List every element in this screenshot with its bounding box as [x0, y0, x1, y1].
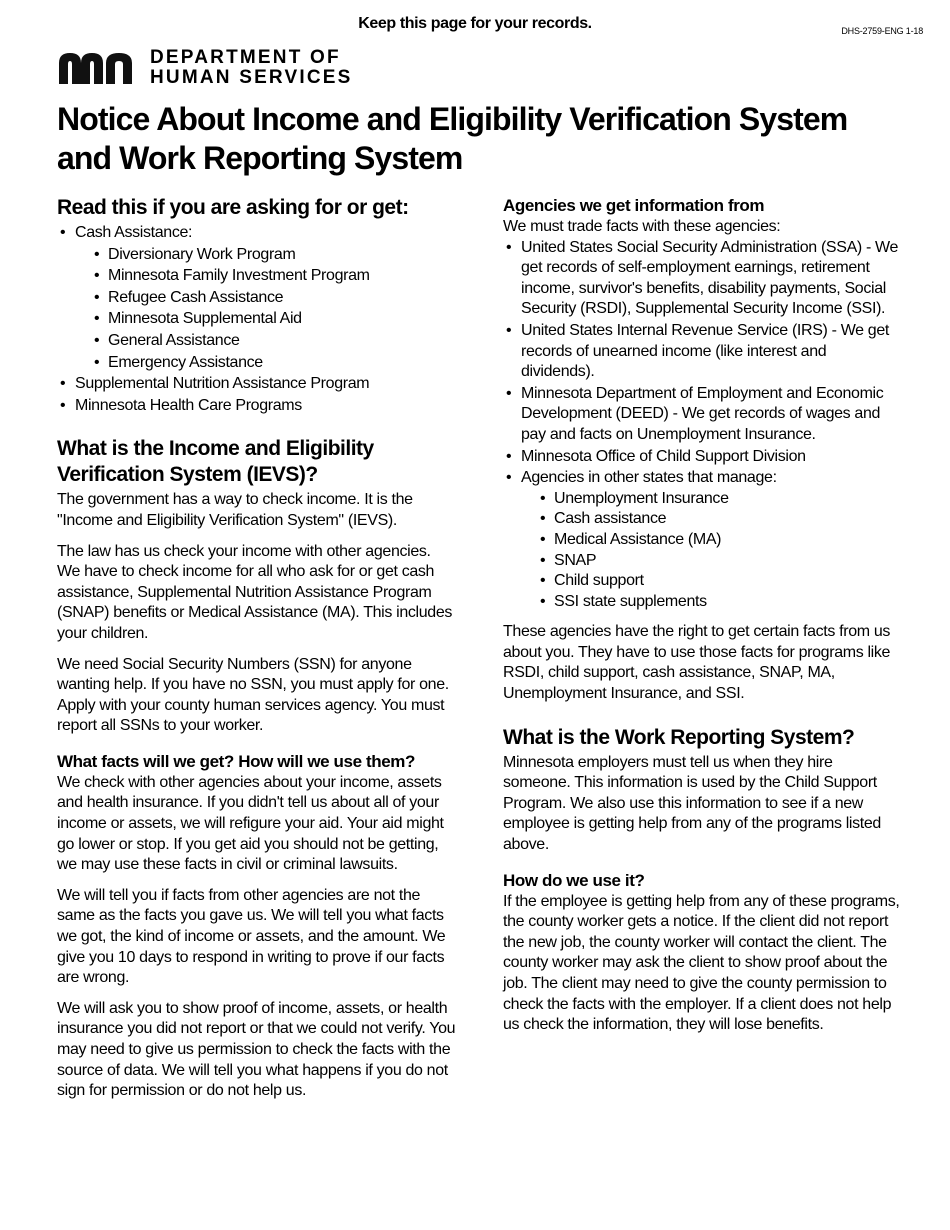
page-title: [57, 100, 887, 178]
read-heading: Read this if you are asking for or get:: [57, 196, 409, 219]
ievs-paragraph-1: The government has a way to check income. It is the "Income and Eligibility Verification System" (IEVS).: [57, 491, 413, 529]
list-item: • Unemployment Insurance: [537, 489, 903, 510]
other-states-list: [537, 489, 903, 613]
ievs-heading-line1: What is the Income and Eligibility: [57, 437, 374, 461]
list-item: • Diversionary Work Program: [91, 244, 457, 266]
logo-wordmark: [150, 48, 353, 88]
agencies-paragraph: These agencies have the right to get certain facts from us about you. They have to use those facts for programs like RSDI, child support, cash assistance, SNAP, MA, Unemployment Insurance, and SSI.: [503, 623, 891, 703]
list-item: • Refugee Cash Assistance: [91, 287, 457, 309]
use-paragraph: If the employee is getting help from any of these programs, the county worker gets a notice. If the client did not report the new job, the county worker will contact the client. The county worker may ask the client to show proof about the job. The client may need to give the county permission to check the facts with the employer. If a client does not help us check the information, they will lose benefits.: [503, 892, 900, 1034]
list-item: • Emergency Assistance: [91, 352, 457, 374]
records-note: Keep this page for your records.: [358, 15, 592, 32]
agencies-intro: We must trade facts with these agencies:: [503, 218, 781, 235]
agencies-heading: Agencies we get information from: [503, 196, 765, 215]
left-column: [57, 195, 457, 1102]
list-item: • SSI state supplements: [537, 592, 903, 613]
list-item: • Supplemental Nutrition Assistance Program: [57, 373, 457, 395]
list-item: • Minnesota Department of Employment and Economic Development (DEED) - We get records of wages and pay and facts on Unemployment Insurance.: [503, 384, 903, 446]
facts-paragraph-3: We will ask you to show proof of income, assets, or health insurance you did not report or that we could not verify. You may need to give us permission to check the facts with the source of data. We will tell you what happens if you do not sign for permission or do not help us.: [57, 999, 456, 1100]
list-item: • SNAP: [537, 551, 903, 572]
list-item: [57, 222, 457, 373]
ievs-paragraph-3: We need Social Security Numbers (SSN) for anyone wanting help. If you have no SSN, you must apply for one. Apply with your county human services agency. You must report all SSNs to your worker.: [57, 655, 449, 735]
logo-line2: HUMAN SERVICES: [150, 67, 353, 88]
list-item: • United States Social Security Administration (SSA) - We get records of self-employment earnings, retirement income, survivor's benefits, disability payments, Social Security (RSDI), Supplemental Security Income (SSI).: [503, 238, 903, 320]
form-id: DHS-2759-ENG 1-18: [841, 26, 923, 36]
list-item: • Minnesota Office of Child Support Division: [503, 447, 903, 468]
ievs-paragraph-2: The law has us check your income with other agencies. We have to check income for all who ask for or get cash assistance, Supplemental Nutrition Assistance Program (SNAP) benefits or Medical Assistance (MA). This includes your children.: [57, 542, 453, 642]
list-item: [503, 468, 903, 612]
ievs-heading: [57, 436, 457, 488]
facts-paragraph-2: We will tell you if facts from other agencies are not the same as the facts you gave us. We will tell you what facts we got, the kind of income or assets, and the amount. We give you 10 days to respond in writing to prove if our facts are wrong.: [57, 886, 446, 987]
title-line1: Notice About Income and Eligibility Verification System: [57, 101, 848, 137]
agency-list: [503, 238, 903, 613]
use-heading: How do we use it?: [503, 870, 645, 890]
list-item: • Minnesota Supplemental Aid: [91, 308, 457, 330]
cash-program-list: [91, 244, 457, 374]
list-item: • Cash assistance: [537, 509, 903, 530]
list-item: • Minnesota Family Investment Program: [91, 265, 457, 287]
list-item: • United States Internal Revenue Service (IRS) - We get records of unearned income (like interest and dividends).: [503, 321, 903, 383]
other-states-label: Agencies in other states that manage:: [521, 469, 777, 487]
logo-line1: DEPARTMENT OF: [150, 47, 341, 68]
list-item: • Medical Assistance (MA): [537, 530, 903, 551]
cash-assistance-label: Cash Assistance:: [75, 224, 193, 241]
wrs-paragraph: Minnesota employers must tell us when they hire someone. This information is used by the Child Support Program. We also use this information to see if a new employee is getting help from any of the programs listed above.: [503, 753, 881, 854]
list-item: • General Assistance: [91, 330, 457, 352]
list-item: • Child support: [537, 571, 903, 592]
mn-logo-icon: [57, 50, 137, 86]
facts-heading: What facts will we get? How will we use them?: [57, 751, 415, 771]
dhs-logo: [57, 48, 353, 88]
right-column: [503, 195, 903, 1036]
list-item: • Minnesota Health Care Programs: [57, 395, 457, 417]
title-line2: and Work Reporting System: [57, 140, 463, 176]
ievs-heading-line2: Verification System (IEVS)?: [57, 463, 318, 487]
wrs-heading: What is the Work Reporting System?: [503, 725, 855, 749]
program-list: [57, 222, 457, 416]
facts-paragraph-1: We check with other agencies about your income, assets and health insurance. If you didn't tell us about all of your income or assets, we will refigure your aid. Your aid might go lower or stop. If you get aid you should not be getting, we may use these facts in civil or criminal lawsuits.: [57, 773, 444, 874]
